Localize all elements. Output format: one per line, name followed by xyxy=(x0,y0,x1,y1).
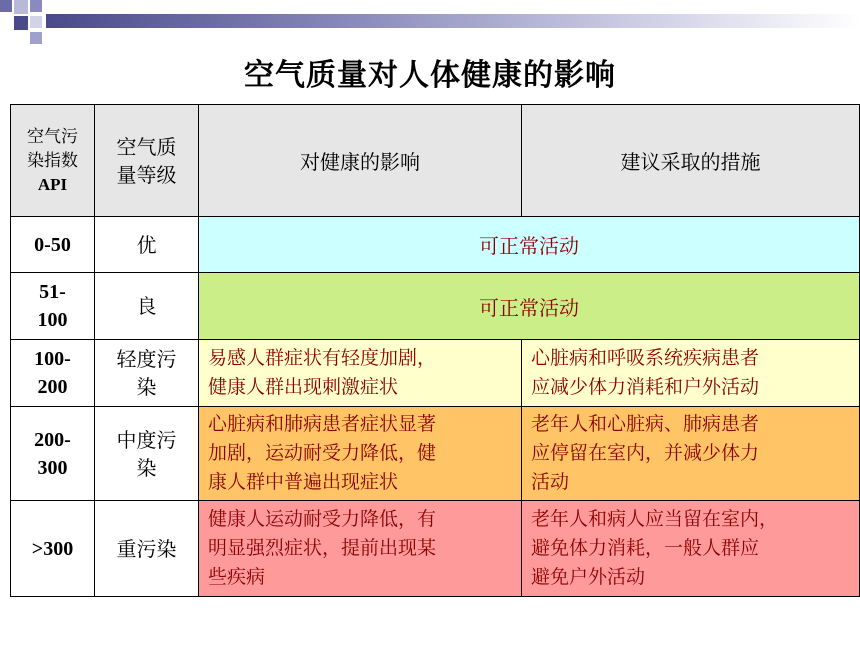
level-cell: 优 xyxy=(95,217,199,273)
page-title: 空气质量对人体健康的影响 xyxy=(244,58,616,93)
deco-square xyxy=(0,0,12,12)
header-api: 空气污 染指数 API xyxy=(11,105,95,217)
header-level: 空气质 量等级 xyxy=(95,105,199,217)
header-effect: 对健康的影响 xyxy=(199,105,522,217)
deco-square xyxy=(30,16,42,28)
table-row xyxy=(11,407,860,501)
api-cell: 100- 200 xyxy=(11,340,95,407)
effect-cell: 心脏病和肺病患者症状显著 加剧，运动耐受力降低，健 康人群中普遍出现症状 xyxy=(199,407,522,501)
level-cell: 重污染 xyxy=(95,501,199,597)
deco-square xyxy=(30,0,42,12)
measure-cell: 老年人和病人应当留在室内， 避免体力消耗，一般人群应 避免户外活动 xyxy=(522,501,860,597)
measure-cell: 心脏病和呼吸系统疾病患者 应减少体力消耗和户外活动 xyxy=(522,340,860,407)
slide-decoration xyxy=(0,0,860,52)
level-cell: 轻度污 染 xyxy=(95,340,199,407)
effect-cell: 易感人群症状有轻度加剧， 健康人群出现刺激症状 xyxy=(199,340,522,407)
air-quality-table xyxy=(10,104,860,597)
level-cell: 良 xyxy=(95,273,199,340)
deco-square xyxy=(14,0,28,14)
header-measure: 建议采取的措施 xyxy=(522,105,860,217)
table-row xyxy=(11,217,860,273)
effect-cell: 健康人运动耐受力降低，有 明显强烈症状，提前出现某 些疾病 xyxy=(199,501,522,597)
api-cell: 0-50 xyxy=(11,217,95,273)
api-cell: 51- 100 xyxy=(11,273,95,340)
table-row xyxy=(11,501,860,597)
level-cell: 中度污 染 xyxy=(95,407,199,501)
table-header-row xyxy=(11,105,860,217)
activity-cell: 可正常活动 xyxy=(199,273,860,340)
deco-square xyxy=(30,32,42,44)
api-cell: >300 xyxy=(11,501,95,597)
measure-cell: 老年人和心脏病、肺病患者 应停留在室内，并减少体力 活动 xyxy=(522,407,860,501)
activity-cell: 可正常活动 xyxy=(199,217,860,273)
deco-gradient-bar xyxy=(46,14,860,28)
table-row xyxy=(11,273,860,340)
api-cell: 200- 300 xyxy=(11,407,95,501)
table-row xyxy=(11,340,860,407)
deco-square xyxy=(14,16,28,30)
